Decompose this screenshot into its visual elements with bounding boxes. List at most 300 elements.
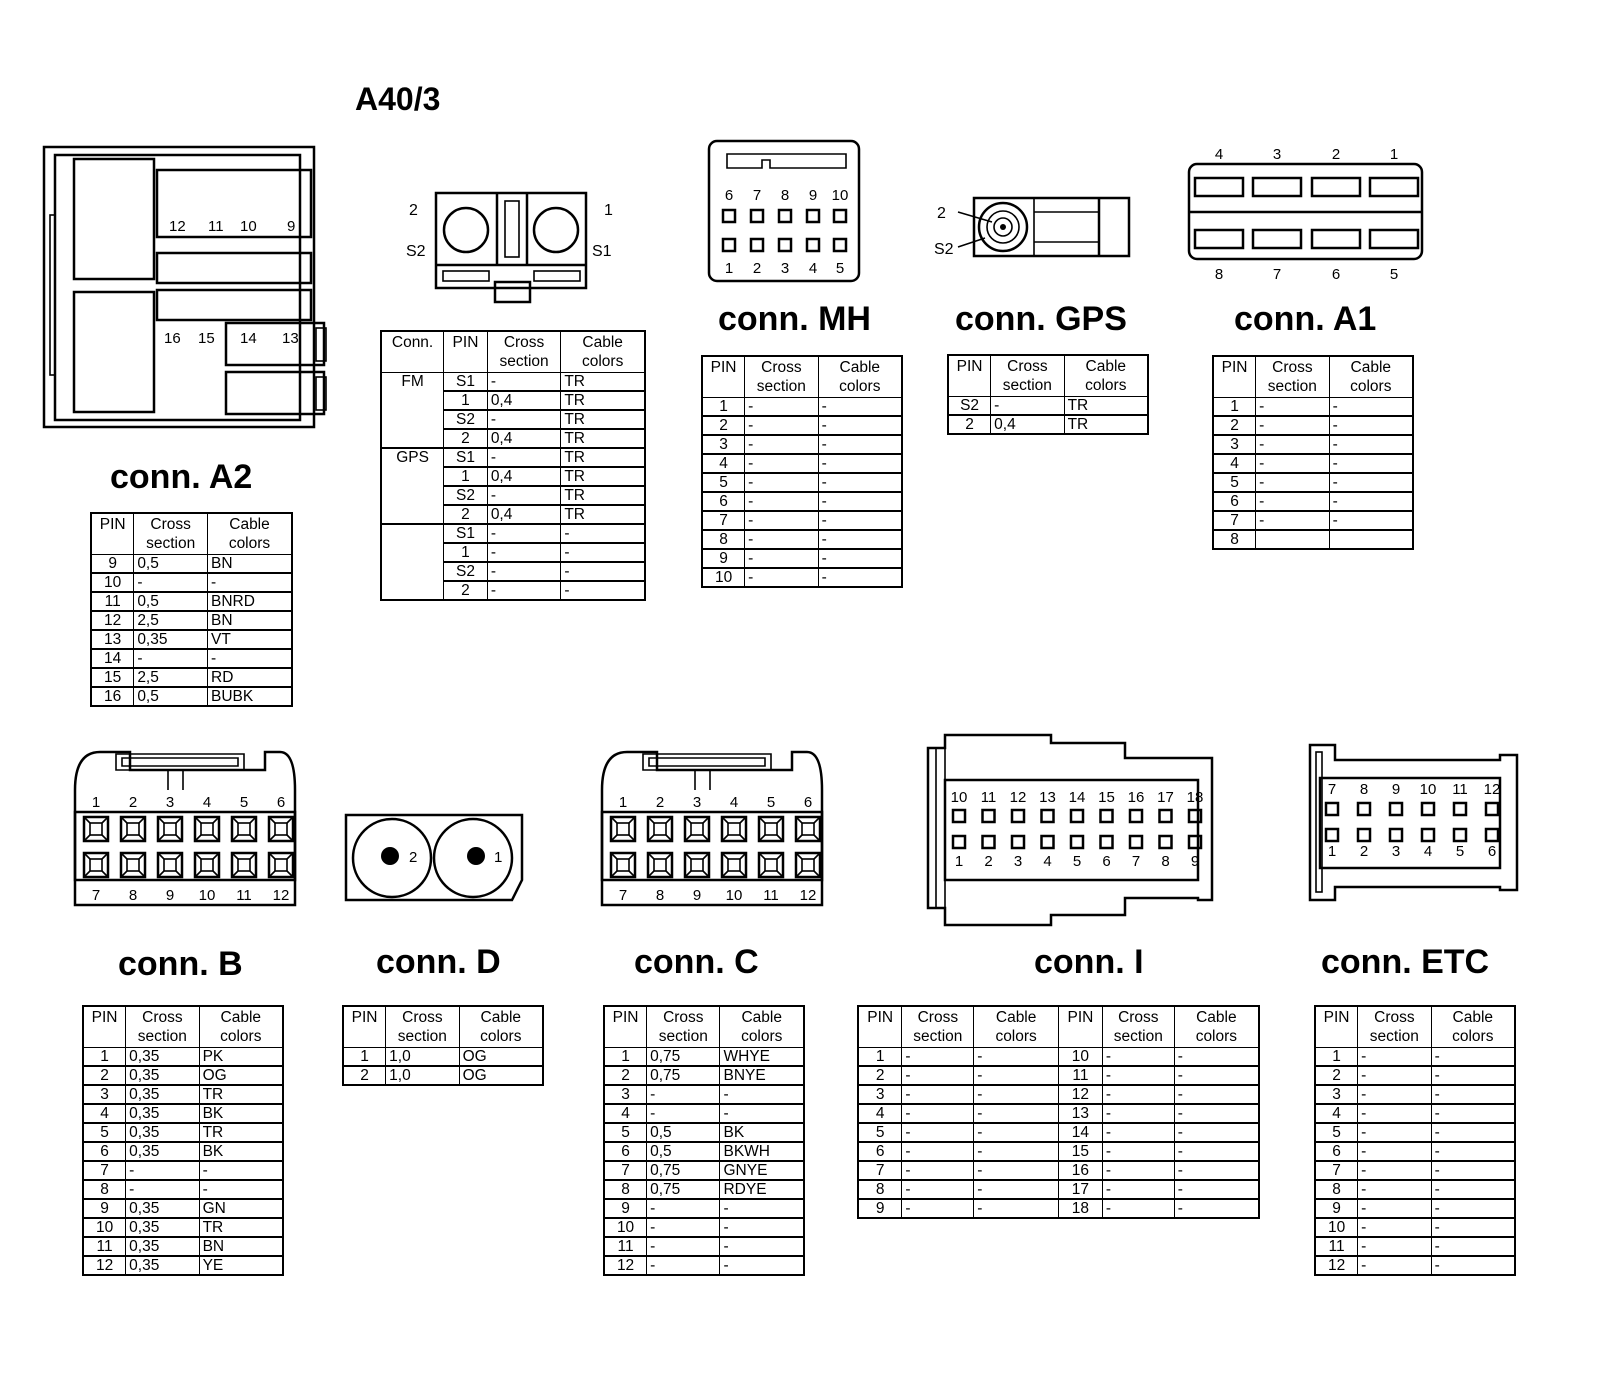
- conn-i-table: [857, 1005, 1260, 1219]
- table-row: [604, 1123, 804, 1142]
- col-cable-colors-line: colors: [480, 1028, 522, 1045]
- cross-section-cell: -: [745, 398, 818, 417]
- col-cable-colors: [1329, 356, 1413, 398]
- i-cavity: [1160, 810, 1172, 822]
- mh-cavity: [779, 239, 791, 251]
- table-row: [343, 1066, 543, 1085]
- mh-cavity: [834, 210, 846, 222]
- pin-cell: S2: [948, 397, 991, 416]
- pin-cell: 8: [1213, 530, 1256, 549]
- conn-etc-title: conn. ETC: [1321, 943, 1490, 981]
- i-pin-label: 16: [1127, 789, 1145, 806]
- pin-cell: 2: [858, 1066, 902, 1085]
- cross-section-cell: -: [1102, 1123, 1174, 1142]
- cross-section-cell: -: [991, 397, 1064, 416]
- conn_c-cavity: [611, 817, 635, 841]
- cross-section-cell: -: [1256, 473, 1329, 492]
- antenna-label-s2: S2: [406, 243, 426, 260]
- antenna-label-2: 2: [409, 202, 418, 219]
- cross-section-cell: -: [745, 473, 818, 492]
- pin-cell: 9: [702, 549, 745, 568]
- conn_c-cavity: [685, 853, 709, 877]
- cable-color-cell: BK: [199, 1142, 283, 1161]
- table-row: [83, 1142, 283, 1161]
- mh-cavity: [834, 239, 846, 251]
- col-cable-colors-line: Cable: [220, 1009, 262, 1026]
- cable-color-cell: -: [1431, 1085, 1515, 1104]
- cross-section-cell: 0,5: [647, 1123, 720, 1142]
- col-cross-section-line: section: [499, 353, 549, 370]
- col-pin-line: PIN: [1323, 1009, 1350, 1026]
- pin-cell: 1: [1315, 1048, 1358, 1067]
- i-cavity: [1071, 810, 1083, 822]
- conn-c-title: conn. C: [634, 943, 759, 981]
- cable-color-cell: -: [818, 454, 902, 473]
- conn-i-drawing: [928, 735, 1212, 925]
- cross-section-cell: -: [745, 416, 818, 435]
- table-row: [604, 1142, 804, 1161]
- table-row: [858, 1142, 1259, 1161]
- pin-cell: 2: [444, 505, 488, 524]
- conn-i-title: conn. I: [1034, 943, 1144, 981]
- col-cross-section: [126, 1006, 199, 1048]
- conn_c-pin-label: 8: [655, 887, 665, 904]
- cross-section-cell: -: [647, 1237, 720, 1256]
- conn_b-cavity: [195, 817, 219, 841]
- mh-pin-label: 6: [724, 187, 734, 204]
- cable-color-cell: OG: [199, 1066, 283, 1085]
- pin-cell: 4: [858, 1104, 902, 1123]
- table-row: [702, 473, 902, 492]
- pin-cell: 3: [83, 1085, 126, 1104]
- conn-mh-drawing: [709, 141, 859, 281]
- a1-pin-label: 1: [1389, 146, 1399, 163]
- i-pin-label: 17: [1157, 789, 1174, 806]
- cross-section-cell: 0,35: [126, 1123, 199, 1142]
- i-cavity: [1042, 836, 1054, 848]
- col-cable-colors-line: colors: [839, 378, 881, 395]
- table-row: [1213, 435, 1413, 454]
- pin-cell: 4: [83, 1104, 126, 1123]
- table-row: [1213, 454, 1413, 473]
- conn_c-pin-label: 9: [692, 887, 702, 904]
- conn_c-cavity: [611, 853, 635, 877]
- table-row: [91, 592, 292, 611]
- col-cross-section-line: section: [137, 1028, 187, 1045]
- conn_c-cavity: [722, 817, 746, 841]
- cable-color-cell: YE: [199, 1256, 283, 1275]
- a2-pin-12: 12: [169, 218, 186, 235]
- table-row: [858, 1104, 1259, 1123]
- col-cable-colors-line: colors: [995, 1028, 1037, 1045]
- a1-cavity: [1370, 178, 1418, 196]
- col-cross-section: [745, 356, 818, 398]
- col-cable-colors: [199, 1006, 283, 1048]
- col-cross-section: [1256, 356, 1329, 398]
- cable-color-cell: TR: [561, 448, 645, 467]
- cross-section-cell: -: [1358, 1123, 1431, 1142]
- pin-cell: 5: [858, 1123, 902, 1142]
- cable-color-cell: -: [561, 562, 645, 581]
- col-cross-section-line: Cross: [1272, 359, 1313, 376]
- pin-cell: 6: [604, 1142, 647, 1161]
- col-pin-line: PIN: [452, 334, 479, 351]
- conn-gps-table: [947, 354, 1149, 435]
- cross-section-cell: -: [1358, 1199, 1431, 1218]
- i-pin-label: 13: [1039, 789, 1056, 806]
- cross-section-cell: -: [1102, 1142, 1174, 1161]
- pin-cell: 11: [604, 1237, 647, 1256]
- pin-cell: 14: [91, 649, 134, 668]
- cable-color-cell: -: [1174, 1085, 1259, 1104]
- mh-cavity: [751, 210, 763, 222]
- etc-cavity: [1486, 803, 1498, 815]
- cross-section-cell: 2,5: [134, 611, 208, 630]
- col-cross-section: [902, 1006, 974, 1048]
- pin-cell: 6: [1315, 1142, 1358, 1161]
- i-pin-label: 6: [1102, 853, 1111, 870]
- pin-cell: S1: [444, 524, 488, 543]
- cable-color-cell: -: [974, 1048, 1059, 1067]
- cross-section-cell: 0,75: [647, 1161, 720, 1180]
- cable-color-cell: -: [1431, 1142, 1515, 1161]
- cross-section-cell: -: [1102, 1048, 1174, 1067]
- a1-cavity: [1195, 178, 1243, 196]
- cross-section-cell: 0,35: [126, 1237, 199, 1256]
- cross-section-cell: -: [1358, 1048, 1431, 1067]
- mh-pin-label: 5: [835, 260, 845, 277]
- cable-color-cell: TR: [561, 373, 645, 392]
- table-row: [1315, 1161, 1515, 1180]
- table-row: [604, 1085, 804, 1104]
- pin-cell: 2: [702, 416, 745, 435]
- conn-a1-title: conn. A1: [1234, 300, 1377, 338]
- conn_b-pin-label: 1: [91, 794, 101, 811]
- cross-section-cell: -: [126, 1161, 199, 1180]
- a2-pin-11: 11: [208, 218, 224, 235]
- cross-section-cell: -: [745, 435, 818, 454]
- gps-label-2: 2: [937, 205, 946, 222]
- pin-cell: 2: [1213, 416, 1256, 435]
- col-cable-colors-line: colors: [581, 353, 624, 370]
- col-cable-colors-line: colors: [220, 1028, 262, 1045]
- cross-section-cell: -: [1358, 1066, 1431, 1085]
- i-cavity: [1101, 836, 1113, 848]
- col-cable-colors: [208, 513, 293, 555]
- table-row: [702, 568, 902, 587]
- table-row: [343, 1048, 543, 1067]
- cross-section-cell: -: [1256, 398, 1329, 417]
- conn_b-cavity: [121, 817, 145, 841]
- pin-cell: 11: [91, 592, 134, 611]
- cable-color-cell: -: [1329, 398, 1413, 417]
- cable-color-cell: -: [1329, 492, 1413, 511]
- table-row: [83, 1199, 283, 1218]
- cable-color-cell: -: [208, 573, 293, 592]
- cross-section-cell: -: [1102, 1180, 1174, 1199]
- table-row: [702, 511, 902, 530]
- conn_b-cavity: [158, 817, 182, 841]
- cable-color-cell: -: [720, 1256, 804, 1275]
- cable-color-cell: RDYE: [720, 1180, 804, 1199]
- col-cable-colors-line: Cable: [1196, 1009, 1237, 1026]
- table-row: [1315, 1123, 1515, 1142]
- conn_b-cavity: [84, 817, 108, 841]
- pin-cell: 4: [604, 1104, 647, 1123]
- cable-color-cell: -: [561, 543, 645, 562]
- mh-pin-label: 9: [808, 187, 818, 204]
- col-cable-colors-line: Cable: [741, 1009, 782, 1026]
- cross-section-cell: -: [1358, 1104, 1431, 1123]
- table-row: [91, 573, 292, 592]
- table-row: [702, 454, 902, 473]
- cross-section-cell: -: [1102, 1104, 1174, 1123]
- pin-cell: 12: [1315, 1256, 1358, 1275]
- cable-color-cell: -: [818, 473, 902, 492]
- group-name-cell: [381, 524, 444, 600]
- cross-section-cell: -: [745, 492, 818, 511]
- col-cross-section-line: section: [146, 535, 196, 552]
- pin-cell: 1: [444, 467, 488, 486]
- a1-cavity: [1253, 178, 1301, 196]
- conn_b-pin-label: 7: [91, 887, 101, 904]
- table-row: [1315, 1142, 1515, 1161]
- mh-pin-label: 1: [724, 260, 734, 277]
- cable-color-cell: BUBK: [208, 687, 293, 706]
- conn-b-title: conn. B: [118, 945, 243, 983]
- table-row: [83, 1085, 283, 1104]
- cross-section-cell: 0,35: [126, 1085, 199, 1104]
- col-cable-colors: [1064, 355, 1148, 397]
- cable-color-cell: TR: [561, 391, 645, 410]
- col-pin: [858, 1006, 902, 1048]
- cable-color-cell: -: [561, 581, 645, 600]
- pin-cell: 12: [1058, 1085, 1102, 1104]
- pin-cell: 16: [1058, 1161, 1102, 1180]
- pin-cell: 3: [702, 435, 745, 454]
- a1-pin-label: 3: [1272, 146, 1282, 163]
- pin-cell: 3: [1315, 1085, 1358, 1104]
- cross-section-cell: -: [1358, 1218, 1431, 1237]
- table-row: [858, 1161, 1259, 1180]
- cross-section-cell: -: [647, 1256, 720, 1275]
- table-row: [604, 1161, 804, 1180]
- conn-d-title: conn. D: [376, 943, 501, 981]
- a1-cavity: [1195, 230, 1243, 248]
- i-pin-label: 15: [1098, 789, 1115, 806]
- conn_b-cavity: [232, 817, 256, 841]
- pin-cell: S1: [444, 373, 488, 392]
- col-pin-line: PIN: [612, 1009, 639, 1026]
- cable-color-cell: -: [974, 1180, 1059, 1199]
- pin-cell: S2: [444, 562, 488, 581]
- col-pin-line: PIN: [351, 1009, 378, 1026]
- table-row: [858, 1048, 1259, 1067]
- cable-color-cell: BK: [720, 1123, 804, 1142]
- d-pin-1: 1: [494, 849, 503, 866]
- pin-cell: 9: [604, 1199, 647, 1218]
- col-cable-colors-line: colors: [741, 1028, 783, 1045]
- pin-cell: S2: [444, 410, 488, 429]
- conn_b-cavity: [232, 853, 256, 877]
- pin-cell: 7: [1213, 511, 1256, 530]
- cross-section-cell: -: [1358, 1237, 1431, 1256]
- table-row: [83, 1104, 283, 1123]
- etc-cavity: [1390, 829, 1402, 841]
- pin-cell: 9: [858, 1199, 902, 1218]
- pin-cell: 13: [91, 630, 134, 649]
- i-pin-label: 4: [1043, 853, 1052, 870]
- cross-section-cell: 0,4: [487, 391, 561, 410]
- etc-cavity: [1422, 829, 1434, 841]
- pin-cell: 12: [604, 1256, 647, 1275]
- cable-color-cell: -: [1174, 1161, 1259, 1180]
- etc-pin-label: 5: [1455, 843, 1465, 860]
- col-pin-line: PIN: [99, 516, 126, 533]
- pin-cell: 7: [83, 1161, 126, 1180]
- cable-color-cell: -: [1431, 1104, 1515, 1123]
- cross-section-cell: -: [1256, 492, 1329, 511]
- pin-cell: 1: [343, 1048, 386, 1067]
- table-row: [858, 1123, 1259, 1142]
- mh-cavity: [807, 210, 819, 222]
- cable-color-cell: -: [720, 1237, 804, 1256]
- col-pin-line: PIN: [1221, 359, 1248, 376]
- conn_b-pin-label: 5: [239, 794, 249, 811]
- table-row: [858, 1199, 1259, 1218]
- i-cavity: [1012, 810, 1024, 822]
- cross-section-cell: -: [902, 1123, 974, 1142]
- cross-section-cell: 0,35: [126, 1104, 199, 1123]
- etc-pin-label: 8: [1359, 781, 1369, 798]
- cable-color-cell: -: [720, 1104, 804, 1123]
- table-row: [91, 555, 292, 574]
- pin-cell: 1: [444, 391, 488, 410]
- pin-cell: 6: [858, 1142, 902, 1161]
- col-cross-section: [991, 355, 1064, 397]
- i-pin-label: 18: [1186, 789, 1204, 806]
- col-cross-section-line: section: [1267, 378, 1317, 395]
- pin-cell: 7: [702, 511, 745, 530]
- conn_b-cavity: [121, 853, 145, 877]
- table-row: [858, 1180, 1259, 1199]
- conn_c-pin-label: 1: [618, 794, 628, 811]
- conn_b-pin-label: 8: [128, 887, 138, 904]
- i-pin-label: 14: [1068, 789, 1086, 806]
- cross-section-cell: -: [126, 1180, 199, 1199]
- gps-label-s2: S2: [934, 241, 954, 258]
- i-pin-label: 5: [1072, 853, 1082, 870]
- cross-section-cell: -: [902, 1161, 974, 1180]
- table-row: [702, 549, 902, 568]
- cross-section-cell: -: [487, 524, 561, 543]
- a2-pin-10: 10: [240, 218, 257, 235]
- col-cross-section: [487, 331, 561, 373]
- pin-cell: 1: [1213, 398, 1256, 417]
- table-row: [604, 1199, 804, 1218]
- conn_b-cavity: [84, 853, 108, 877]
- col-cable-colors-line: colors: [1195, 1028, 1238, 1045]
- cable-color-cell: -: [1329, 435, 1413, 454]
- col-cross-section-line: Cross: [1118, 1009, 1159, 1026]
- conn-b-drawing: [75, 752, 295, 905]
- col-cross-section-line: section: [1369, 1028, 1419, 1045]
- cable-color-cell: -: [974, 1104, 1059, 1123]
- table-row: [91, 611, 292, 630]
- mh-pin-label: 2: [752, 260, 762, 277]
- etc-cavity: [1358, 803, 1370, 815]
- etc-cavity: [1422, 803, 1434, 815]
- conn_c-pin-label: 2: [655, 794, 665, 811]
- pin-cell: 15: [1058, 1142, 1102, 1161]
- cable-color-cell: -: [818, 568, 902, 587]
- table-row: [1213, 473, 1413, 492]
- cable-color-cell: TR: [561, 467, 645, 486]
- table-row: [83, 1161, 283, 1180]
- col-pin: [343, 1006, 386, 1048]
- pin-cell: 11: [1315, 1237, 1358, 1256]
- cable-color-cell: -: [720, 1085, 804, 1104]
- cross-section-cell: -: [745, 511, 818, 530]
- a1-cavity: [1370, 230, 1418, 248]
- conn_c-pin-label: 11: [763, 887, 779, 904]
- col-cross-section-line: Cross: [917, 1009, 959, 1026]
- pin-cell: 7: [1315, 1161, 1358, 1180]
- cable-color-cell: -: [974, 1085, 1059, 1104]
- col-cross-section: [1102, 1006, 1174, 1048]
- pin-cell: 4: [1213, 454, 1256, 473]
- mh-pin-label: 4: [808, 260, 818, 277]
- pin-cell: 8: [702, 530, 745, 549]
- col-cross-section: [386, 1006, 459, 1048]
- conn_c-pin-label: 7: [618, 887, 628, 904]
- cable-color-cell: TR: [199, 1085, 283, 1104]
- cable-color-cell: -: [1174, 1066, 1259, 1085]
- i-cavity: [953, 810, 965, 822]
- cable-color-cell: -: [1431, 1123, 1515, 1142]
- cable-color-cell: -: [1174, 1123, 1259, 1142]
- cross-section-cell: -: [1358, 1180, 1431, 1199]
- pin-cell: 13: [1058, 1104, 1102, 1123]
- col-cross-section-line: Cross: [150, 516, 191, 533]
- col-cable-colors-line: Cable: [582, 334, 623, 351]
- cable-color-cell: BN: [199, 1237, 283, 1256]
- cable-color-cell: -: [818, 511, 902, 530]
- cross-section-cell: -: [745, 568, 818, 587]
- cable-color-cell: -: [1329, 454, 1413, 473]
- pin-cell: 8: [858, 1180, 902, 1199]
- pin-cell: 14: [1058, 1123, 1102, 1142]
- table-row: [604, 1237, 804, 1256]
- cable-color-cell: RD: [208, 668, 293, 687]
- table-row: [948, 397, 1148, 416]
- cross-section-cell: -: [487, 562, 561, 581]
- col-cable-colors-line: Cable: [480, 1009, 522, 1026]
- conn_c-cavity: [685, 817, 709, 841]
- i-pin-label: 10: [950, 789, 968, 806]
- cross-section-cell: -: [1102, 1066, 1174, 1085]
- i-cavity: [983, 810, 995, 822]
- conn_b-pin-label: 6: [276, 794, 286, 811]
- cable-color-cell: -: [1174, 1199, 1259, 1218]
- etc-cavity: [1486, 829, 1498, 841]
- table-row: [1315, 1256, 1515, 1275]
- etc-cavity: [1326, 803, 1338, 815]
- etc-pin-label: 9: [1391, 781, 1401, 798]
- col-cross-section: [134, 513, 208, 555]
- table-row: [91, 630, 292, 649]
- cable-color-cell: -: [974, 1161, 1059, 1180]
